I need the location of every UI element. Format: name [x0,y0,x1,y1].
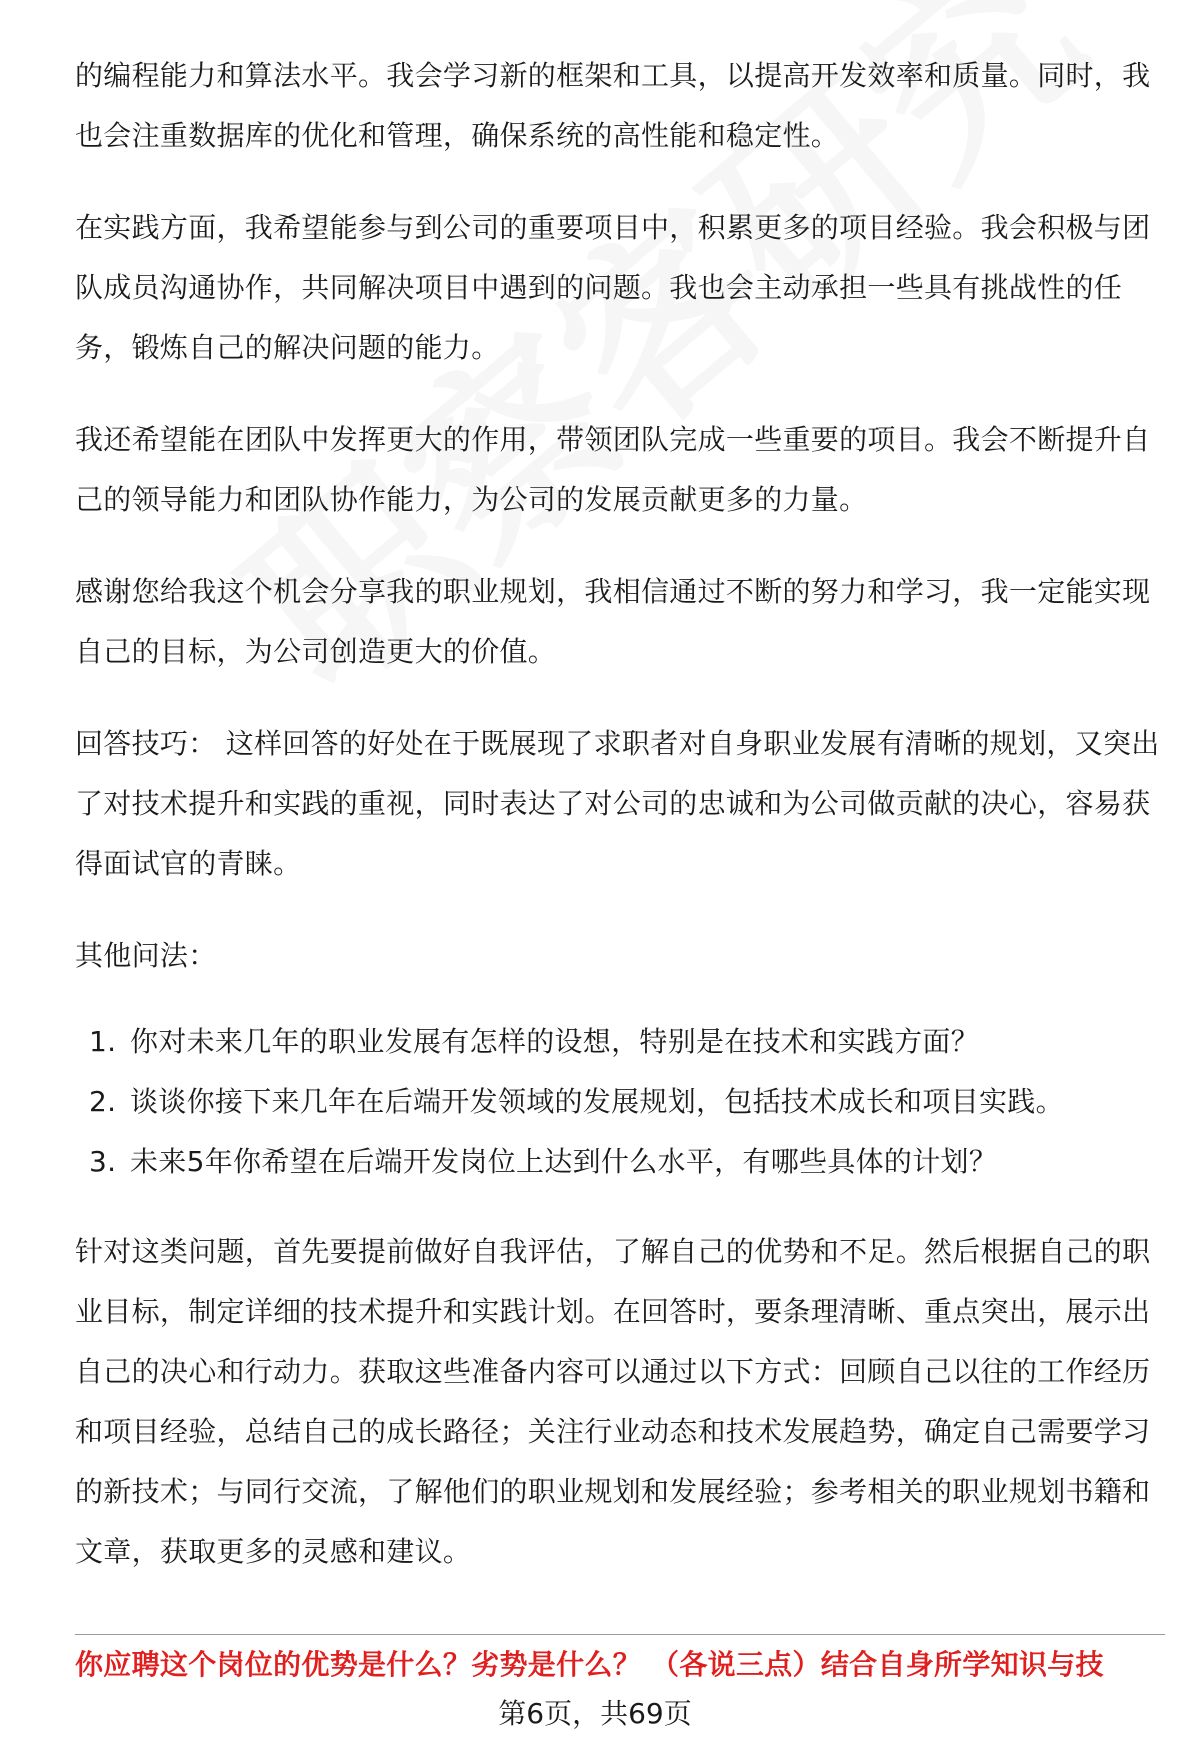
list-item [75,1132,1165,1192]
paragraph-tech-skills: 的编程能力和算法水平。我会学习新的框架和工具，以提高开发效率和质量。同时，我也会注重数据库的优化和管理，确保系统的高性能和稳定性。 [75,59,1151,152]
main-content [75,46,1165,1614]
paragraph-answer-tips: 回答技巧： 这样回答的好处在于既展现了求职者对自身职业发展有清晰的规划，又突出了对技术提升和实践的重视，同时表达了对公司的忠诚和为公司做贡献的决心，容易获得面试官的青睐。 [75,727,1160,880]
paragraph-practice: 在实践方面，我希望能参与到公司的重要项目中，积累更多的项目经验。我会积极与团队成员沟通协作，共同解决项目中遇到的问题。我也会主动承担一些具有挑战性的任务，锻炼自己的解决问题的能力。 [75,211,1151,364]
list-item [75,1012,1165,1072]
next-section-title: 你应聘这个岗位的优势是什么？劣势是什么？ （各说三点）结合自身所学知识与技 [75,1648,1104,1681]
list-item-text: 谈谈你接下来几年在后端开发领域的发展规划，包括技术成长和项目实践。 [130,1085,1064,1118]
section-divider [75,1634,1165,1635]
list-item-text: 未来5年你希望在后端开发岗位上达到什么水平，有哪些具体的计划？ [130,1145,998,1178]
other-questions-list [75,1012,1165,1192]
page-number-footer: 第6页，共69页 [498,1697,692,1730]
paragraph-team-role: 我还希望能在团队中发挥更大的作用，带领团队完成一些重要的项目。我会不断提升自己的领导能力和团队协作能力，为公司的发展贡献更多的力量。 [75,423,1151,516]
list-item-number: 1. [89,1025,117,1058]
list-item-number: 3. [89,1145,117,1178]
list-item-number: 2. [89,1085,117,1118]
list-item [75,1072,1165,1132]
list-item-text: 你对未来几年的职业发展有怎样的设想，特别是在技术和实践方面？ [130,1025,980,1058]
paragraph-other-questions-heading: 其他问法： [75,939,217,972]
paragraph-thanks: 感谢您给我这个机会分享我的职业规划，我相信通过不断的努力和学习，我一定能实现自己的目标，为公司创造更大的价值。 [75,575,1151,668]
paragraph-preparation-advice: 针对这类问题，首先要提前做好自我评估，了解自己的优势和不足。然后根据自己的职业目标，制定详细的技术提升和实践计划。在回答时，要条理清晰、重点突出，展示出自己的决心和行动力。获取这些准备内容可以通过以下方式：回顾自己以往的工作经历和项目经验，总结自己的成长路径；关注行业动态和技术发展趋势，确定自己需要学习的新技术；与同行交流，了解他们的职业规划和发展经验；参考相关的职业规划书籍和文章，获取更多的灵感和建议。 [75,1235,1151,1568]
